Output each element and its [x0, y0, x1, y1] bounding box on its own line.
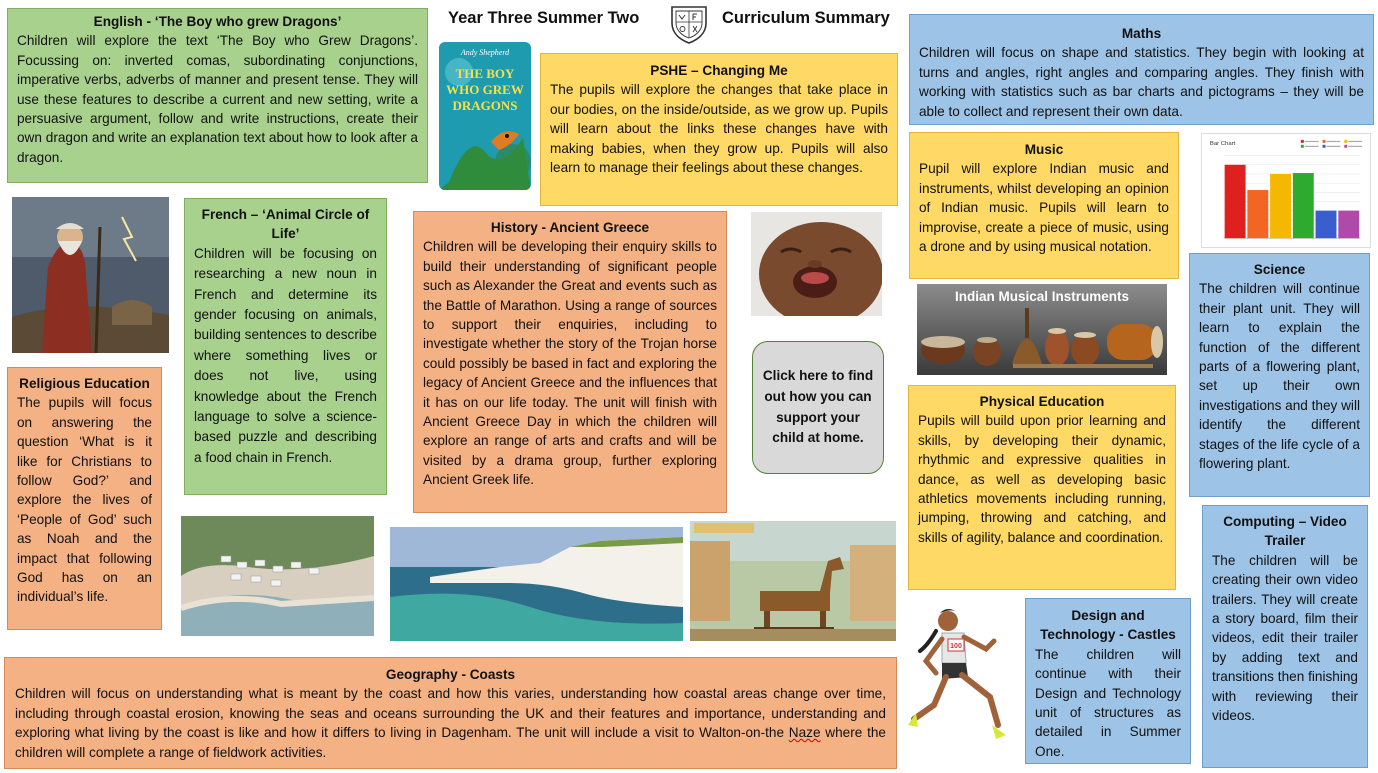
page-title-left: Year Three Summer Two [448, 9, 640, 27]
science-heading: Science [1253, 262, 1306, 277]
bar-chart-legend-swatch [1301, 145, 1304, 148]
support-child-link-button[interactable] [752, 341, 884, 474]
bar-chart-legend-swatch [1323, 140, 1326, 143]
computing-body: The children will be creating their own video trailers. They will create a story board, film their videos, edit their trailer by adding text and transitions then finishing with reviewing their videos. [1212, 552, 1358, 724]
bar-chart-legend-swatch [1301, 140, 1304, 143]
bar-chart-bar [1270, 174, 1291, 238]
white-cliffs-image [390, 527, 683, 641]
bar-chart-bar [1293, 173, 1314, 238]
bar-chart-legend-text [1348, 141, 1362, 142]
bar-chart-image [1201, 133, 1371, 248]
bar-chart [1202, 134, 1370, 247]
computing-heading: Computing – Video Trailer [1223, 514, 1347, 549]
geography-body-main: Children will focus on understanding what is meant by the coast and how this varies, understanding how coastal areas change over time, including through coastal erosion, knowing the seas and oceans surrounding the UK and their features and importance, understanding and exploring what living by the coast is like and how it differs to living in Dagenham. The unit will include a visit to Walton-on-the [15, 686, 886, 741]
history-heading: History - Ancient Greece [490, 220, 650, 235]
maths-panel [909, 14, 1374, 125]
book-cover-image [439, 42, 531, 190]
french-body: Children will be focusing on researching a new noun in French and determine its gender focusing on animals, building sentences to describe where something lives or does not live, using knowledge about the French language to solve a science-based puzzle and describing a food chain in French. [194, 245, 377, 465]
bar-chart-bar [1247, 190, 1268, 238]
coastal-town-image [181, 516, 374, 636]
support-link-label: Click here to find out how you can support your child at home. [762, 368, 874, 446]
french-panel [184, 198, 387, 495]
runner-bib-number: 100 [950, 643, 962, 650]
book-title-line-2: WHO GREW [446, 82, 524, 97]
religious-education-panel [7, 367, 162, 630]
bar-chart-legend-text [1327, 146, 1341, 147]
pshe-body: The pupils will explore the changes that take place in our bodies, on the inside/outside, as we grow up. Pupils will learn about the links these changes have with making babies, when they grow up. Pupils will also learn to manage their feelings about these changes. [550, 82, 888, 176]
re-body: The pupils will focus on answering the question ‘What is it like for Christians to follow God?’ and explore the lives of ‘People of God’ such as Noah and the impact that following God has on an individual’s life. [17, 395, 152, 605]
english-heading: English - ‘The Boy who grew Dragons’ [93, 14, 342, 29]
bar-chart-legend-text [1305, 141, 1319, 142]
school-crest-logo [667, 3, 711, 45]
book-title-line-3: DRAGONS [452, 98, 518, 113]
computing-panel [1202, 505, 1368, 768]
moses-painting-image [12, 197, 169, 353]
music-heading: Music [1024, 142, 1064, 157]
bar-chart-bar [1225, 165, 1246, 238]
book-title-line-1: THE BOY [455, 66, 515, 81]
bar-chart-legend-text [1327, 141, 1341, 142]
re-heading: Religious Education [19, 376, 150, 391]
dt-body: The children will continue with their Design and Technology unit of structures as detailed in Summer One. [1035, 646, 1181, 759]
bar-chart-bar [1338, 211, 1359, 239]
science-panel [1189, 253, 1370, 497]
music-panel [909, 132, 1179, 279]
geography-heading: Geography - Coasts [385, 667, 516, 682]
bar-chart-legend-swatch [1344, 145, 1347, 148]
history-panel [413, 211, 727, 513]
dt-heading: Design and Technology - Castles [1040, 608, 1176, 643]
english-body: Children will explore the text ‘The Boy who Grew Dragons’. Focussing on: inverted comas, subordinating conjunctions, imperative verbs, adverbs of manner and present tense. They will use these features to describe a current and new setting, write a persuasive argument, follow and write instructions, create their own dragon and write an explanation text about how to look after a dragon. [17, 33, 418, 165]
geography-body [15, 684, 886, 762]
bar-chart-legend-swatch [1323, 145, 1326, 148]
english-panel [7, 8, 428, 183]
trojan-horse-image [690, 521, 896, 641]
geography-panel [4, 657, 897, 769]
book-author: Andy Shepherd [460, 48, 510, 57]
design-technology-panel [1025, 598, 1191, 764]
science-body: The children will continue their plant unit. They will learn to explain the function of the different parts of a flowering plant, set up their own investigations and they will identify the different stages of the life cycle of a flowering plant. [1199, 281, 1360, 472]
page-title-right: Curriculum Summary [722, 9, 890, 27]
music-body: Pupil will explore Indian music and instruments, whilst developing an opinion of Indian music. Pupils will learn to improvise, create a piece of music, using a drone and by using musical notation. [919, 161, 1169, 255]
geography-body-end: where the children will complete a range of fieldwork activities. [15, 725, 886, 760]
bar-chart-legend-text [1305, 146, 1319, 147]
maths-body: Children will focus on shape and statistics. They begin with looking at turns and angles, right angles and comparing angles. They finish with working with statistics such as bar charts and pictograms – they will be able to collect and represent their own data. [919, 45, 1364, 119]
bar-chart-legend-swatch [1344, 140, 1347, 143]
runner-image [906, 601, 1016, 747]
history-body: Children will be developing their enquiry skills to build their understanding of significant people such as Alexander the Great and events such as the Battle of Marathon. Using a range of sources to support their enquiries, including to investigate whether the story of the Trojan horse could possibly be based in fact and exploring the legacy of Ancient Greece and the influences that it has on our life today. The unit will finish with Ancient Greece Day in which the children will explore an range of arts and crafts and will be visited by a drama group, further exploring Ancient Greek life. [423, 239, 717, 488]
pshe-panel [540, 53, 898, 206]
pe-heading: Physical Education [979, 394, 1105, 409]
bar-chart-title: Bar Chart [1209, 140, 1236, 147]
pshe-heading: PSHE – Changing Me [650, 63, 788, 78]
indian-instruments-image [917, 284, 1167, 375]
bar-chart-bar [1316, 211, 1337, 239]
maths-heading: Maths [1121, 26, 1162, 41]
physical-education-panel [908, 385, 1176, 590]
instruments-caption: Indian Musical Instruments [954, 289, 1130, 304]
bar-chart-legend-text [1348, 146, 1362, 147]
crying-baby-image [751, 212, 882, 316]
pe-body: Pupils will build upon prior learning and skills, by developing their dynamic, rhythmic and expressive qualities in dance, as well as developing basic athletics movements including running, jumping, throwing and catching, and skills of agility, balance and coordination. [918, 413, 1166, 545]
geography-body-naze: Naze [788, 725, 821, 741]
french-heading: French – ‘Animal Circle of Life’ [201, 207, 370, 242]
